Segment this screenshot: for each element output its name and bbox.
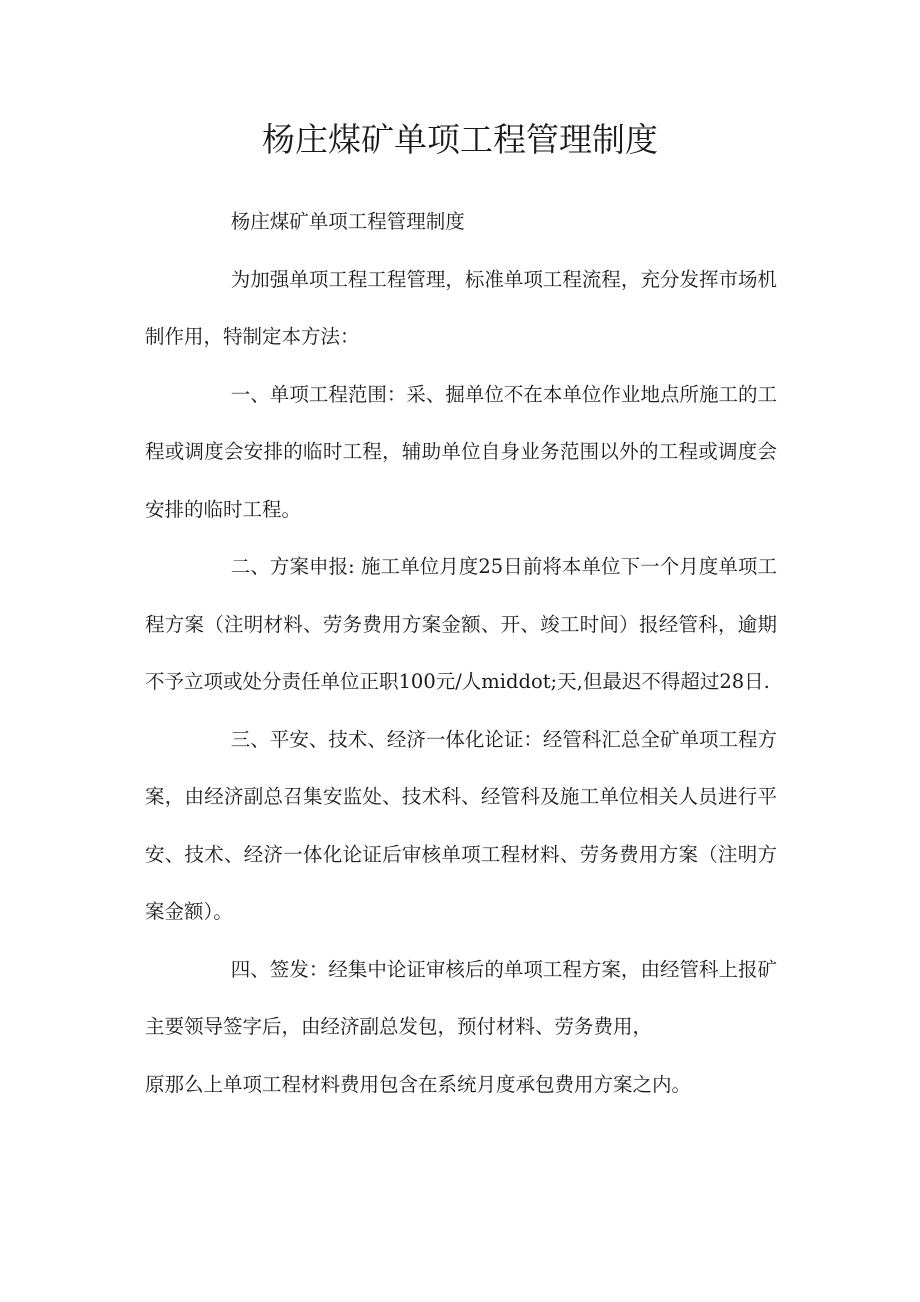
paragraph-evaluation: 三、平安、技术、经济一体化论证：经管科汇总全矿单项工程方案，由经济副总召集安监处、技术科、经管科及施工单位相关人员进行平安、技术、经济一体化论证后审核单项工程材料、劳务费用方案（注明方案金额）。 [145, 727, 777, 923]
document-body [145, 193, 777, 1113]
paragraph-application: 二、方案申报: 施工单位月度25日前将本单位下一个月度单项工程方案（注明材料、劳务费用方案金额、开、竣工时间）报经管科，逾期不予立项或处分责任单位正职100元/人middot;天,但最迟不得超过28日. [145, 555, 777, 693]
paragraph-scope: 一、单项工程范围：采、掘单位不在本单位作业地点所施工的工程或调度会安排的临时工程，辅助单位自身业务范围以外的工程或调度会安排的临时工程。 [145, 382, 777, 521]
paragraph-intro: 为加强单项工程工程管理，标准单项工程流程，充分发挥市场机制作用，特制定本方法： [145, 267, 777, 348]
paragraph-subtitle: 杨庄煤矿单项工程管理制度 [230, 210, 465, 233]
paragraph-issuance: 四、签发：经集中论证审核后的单项工程方案，由经管科上报矿主要领导签字后，由经济副总发包，预付材料、劳务费用， [145, 957, 777, 1038]
document-title: 杨庄煤矿单项工程管理制度 [262, 120, 658, 159]
paragraph-principle: 原那么上单项工程材料费用包含在系统月度承包费用方案之内。 [145, 1072, 692, 1096]
